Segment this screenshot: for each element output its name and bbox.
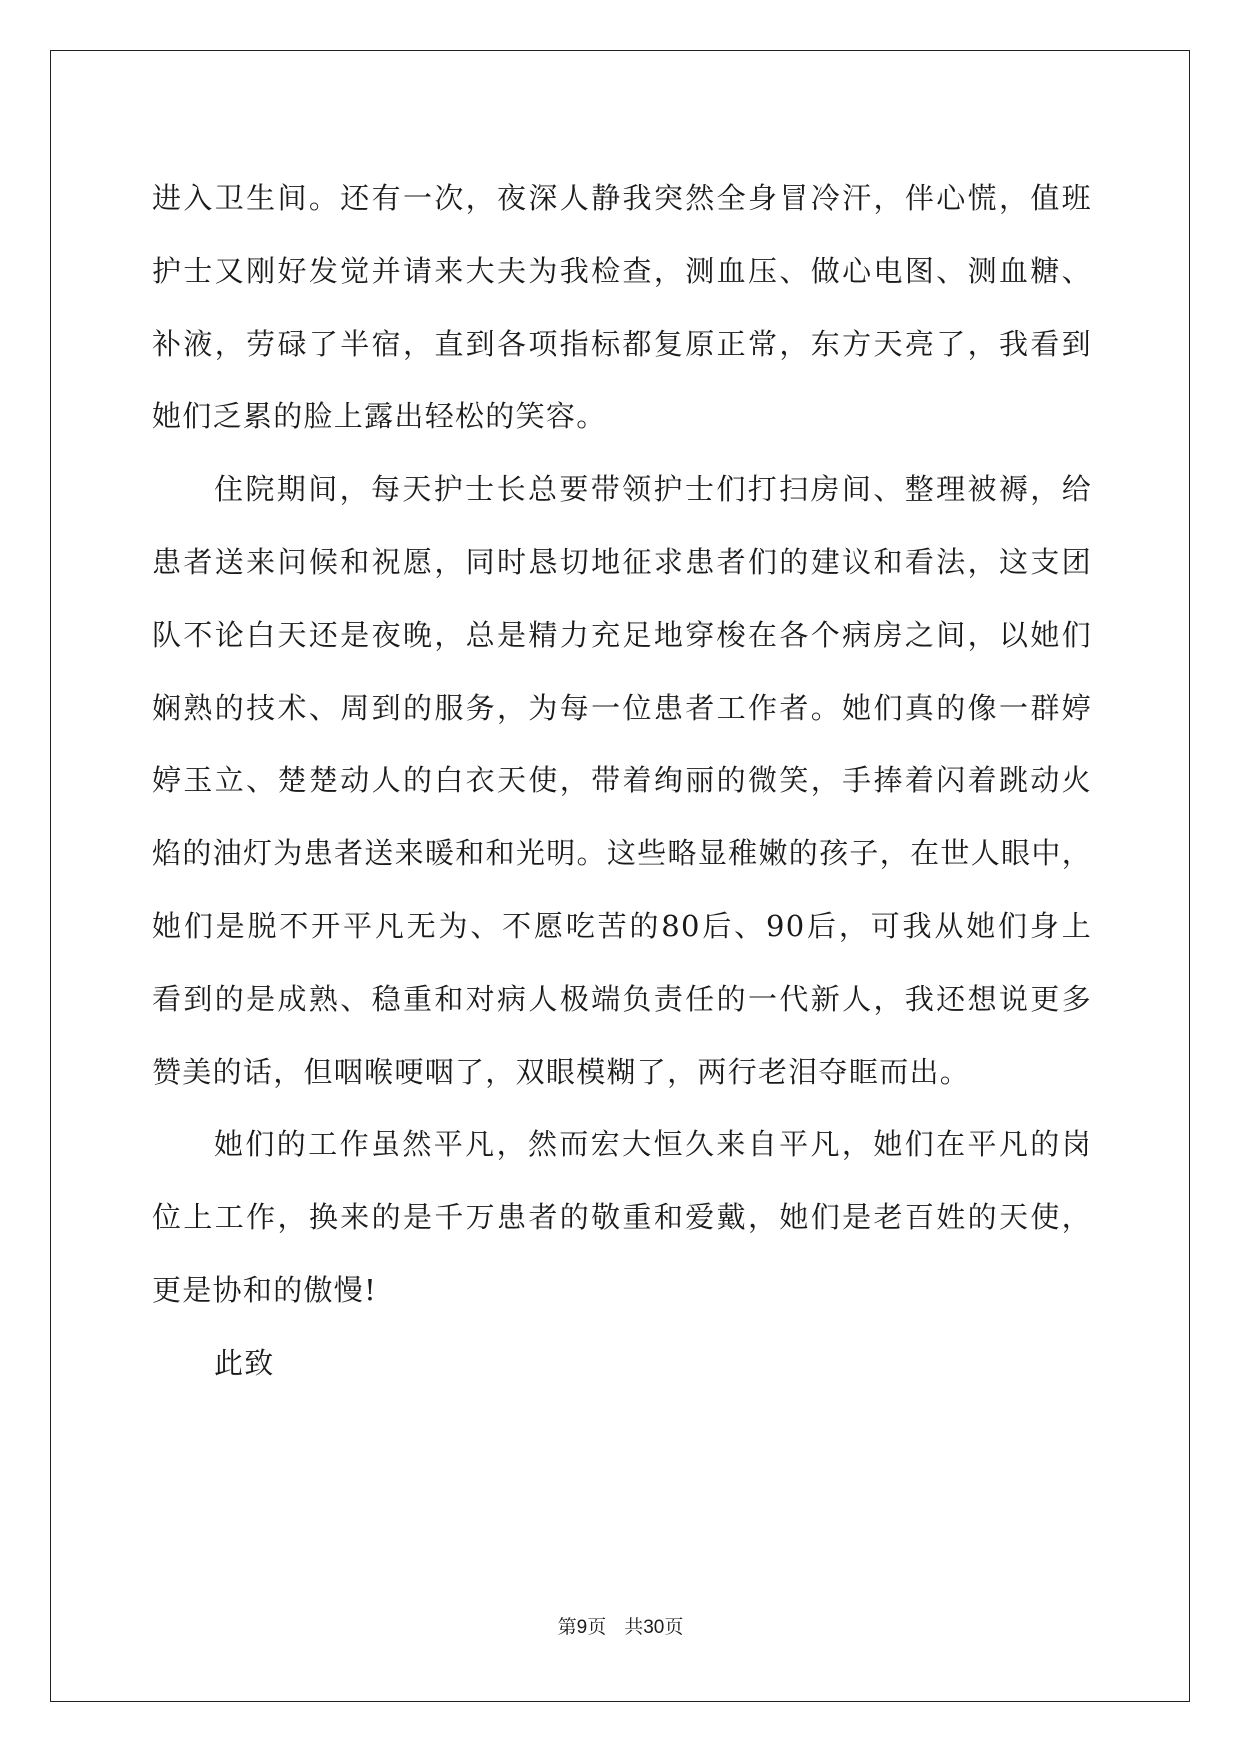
total-suffix: 页 <box>664 1616 684 1638</box>
paragraph-first-line: 住院期间，每天护士长总要带领护士们打扫房间、整理被褥，给 <box>214 472 1092 507</box>
text-line: 进入卫生间。还有一次，夜深人静我突然全身冒冷汗，伴心慌，值班 <box>152 181 1092 215</box>
paragraph-first-line: 她们的工作虽然平凡，然而宏大恒久来自平凡，她们在平凡的岗 <box>214 1127 1092 1162</box>
text-line: 补液，劳碌了半宿，直到各项指标都复原正常，东方天亮了，我看到 <box>152 326 1092 361</box>
closing-salutation: 此致 <box>214 1345 275 1380</box>
text-line: 娴熟的技术、周到的服务，为每一位患者工作者。她们真的像一群婷 <box>152 690 1092 725</box>
text-line: 婷玉立、楚楚动人的白衣天使，带着绚丽的微笑，手捧着闪着跳动火 <box>152 763 1092 798</box>
current-page-number: 9 <box>576 1617 588 1638</box>
document-body <box>152 162 1092 1400</box>
text-line: 位上工作，换来的是千万患者的敬重和爱戴，她们是老百姓的天使， <box>152 1200 1092 1235</box>
text-line: 她们是脱不开平凡无为、不愿吃苦的80后、90后，可我从她们身上 <box>152 908 1092 943</box>
text-line: 她们乏累的脸上露出轻松的笑容。 <box>152 399 607 434</box>
total-pages-number: 30 <box>643 1617 665 1638</box>
text-line: 看到的是成熟、稳重和对病人极端负责任的一代新人，我还想说更多 <box>152 981 1092 1016</box>
text-line: 队不论白天还是夜晚，总是精力充足地穿梭在各个病房之间，以她们 <box>152 617 1092 652</box>
text-line: 更是协和的傲慢! <box>152 1272 378 1307</box>
page-footer <box>0 1615 1241 1640</box>
page-suffix: 页 <box>587 1616 607 1638</box>
text-line: 护士又刚好发觉并请来大夫为我检查，测血压、做心电图、测血糖、 <box>152 253 1092 288</box>
text-line: 患者送来问候和祝愿，同时恳切地征求患者们的建议和看法，这支团 <box>152 544 1092 579</box>
page-prefix: 第 <box>557 1616 577 1638</box>
text-line: 赞美的话，但咽喉哽咽了，双眼模糊了，两行老泪夺眶而出。 <box>152 1054 971 1089</box>
total-prefix: 共 <box>624 1616 644 1638</box>
text-line: 焰的油灯为患者送来暖和和光明。这些略显稚嫩的孩子，在世人眼中， <box>152 836 1092 871</box>
